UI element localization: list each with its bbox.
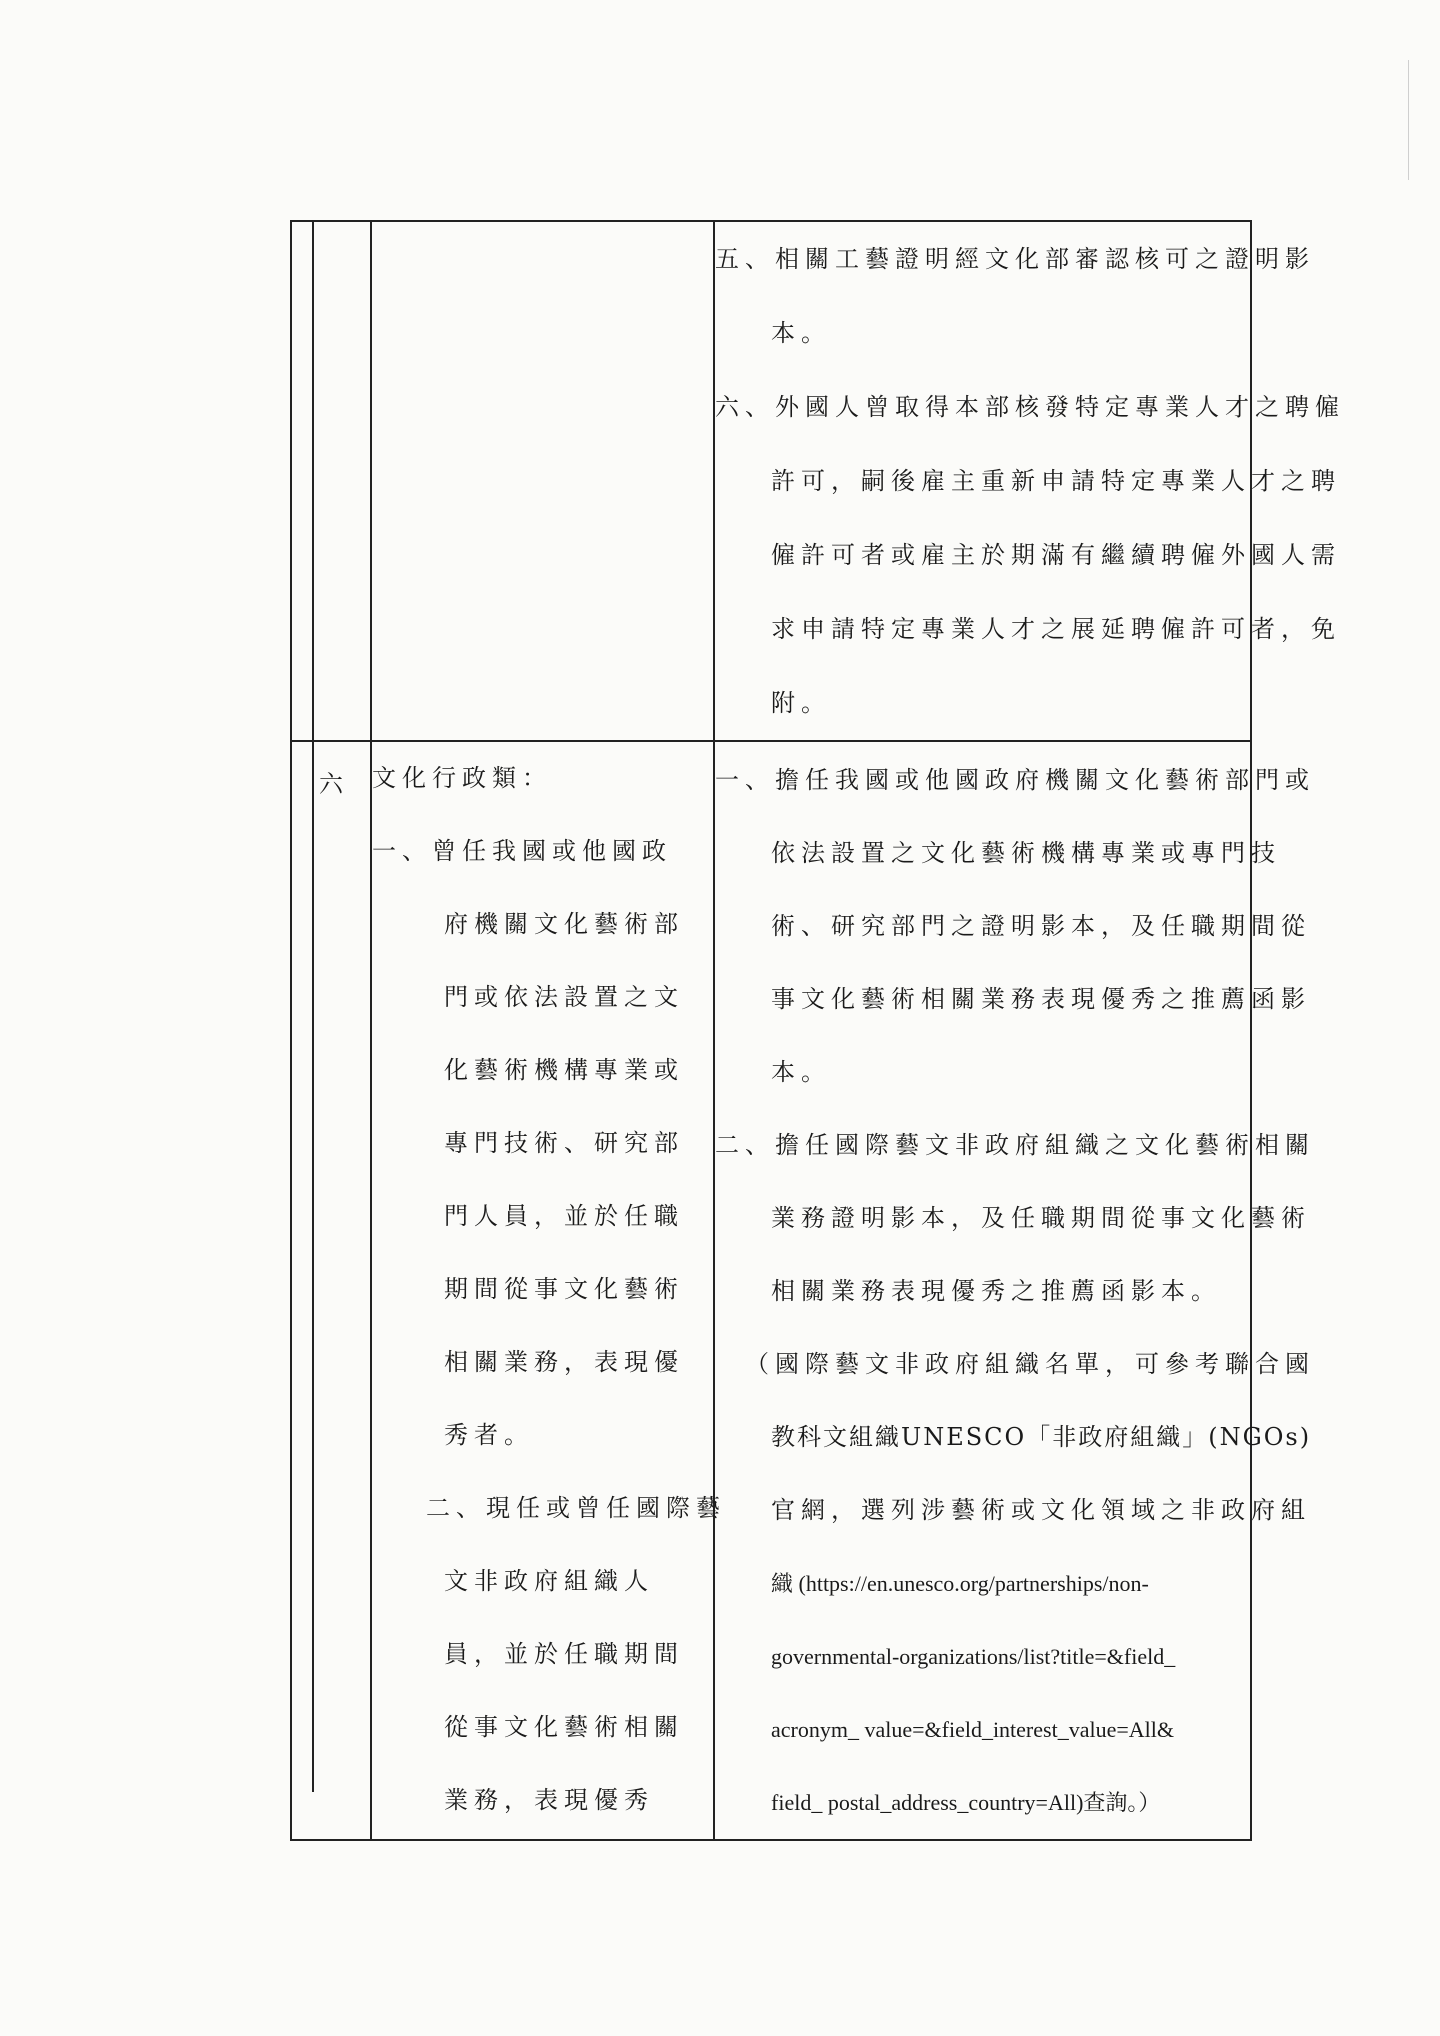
category-line: 門人員，並於任職: [444, 1202, 684, 1230]
category-cell: [371, 741, 726, 1840]
note-line: （國際藝文非政府組織名單，可參考聯合國: [745, 1350, 1315, 1378]
table-row: [291, 741, 1251, 1840]
category-line: 門或依法設置之文: [444, 983, 684, 1011]
document-line: 一、擔任我國或他國政府機關文化藝術部門或: [715, 766, 1315, 794]
document-line: 附。: [771, 689, 831, 717]
category-line: 文非政府組織人: [444, 1567, 654, 1595]
category-line: 專門技術、研究部: [444, 1129, 684, 1157]
document-item-5: [715, 222, 1315, 370]
document-line: 六、外國人曾取得本部核發特定專業人才之聘僱: [715, 393, 1345, 421]
criteria-table: [290, 220, 1345, 1841]
category-item-1: [372, 815, 713, 1472]
note-url-line: 織 (https://en.unesco.org/partnerships/non-: [771, 1571, 1149, 1596]
category-line: 業務，表現優秀: [444, 1786, 654, 1814]
category-item-2: [372, 1472, 726, 1837]
note-url-line: governmental-organizations/list?title=&field_: [771, 1644, 1176, 1669]
table-row: [291, 221, 1251, 741]
document-line: 相關業務表現優秀之推薦函影本。: [771, 1277, 1221, 1305]
document-line: 業務證明影本，及任職期間從事文化藝術: [771, 1204, 1311, 1232]
document-line: 許可，嗣後雇主重新申請特定專業人才之聘: [771, 467, 1341, 495]
category-line: 二、現任或曾任國際藝: [426, 1494, 726, 1522]
document-line: 術、研究部門之證明影本，及任職期間從: [771, 912, 1311, 940]
note-url-line: field_ postal_address_country=All)查詢。）: [771, 1790, 1161, 1815]
document-line: 五、相關工藝證明經文化部審認核可之證明影: [715, 245, 1315, 273]
document-line: 求申請特定專業人才之展延聘僱許可者，免: [771, 615, 1341, 643]
category-line: 期間從事文化藝術: [444, 1275, 684, 1303]
document-line: 僱許可者或雇主於期滿有繼續聘僱外國人需: [771, 541, 1341, 569]
row-number: 六: [319, 770, 349, 798]
category-line: 秀者。: [444, 1421, 534, 1449]
category-line: 相關業務，表現優: [444, 1348, 684, 1376]
category-line: 從事文化藝術相關: [444, 1713, 684, 1741]
note-url-line: acronym_ value=&field_interest_value=All&: [771, 1717, 1174, 1742]
row-number-cell: [291, 741, 371, 1840]
category-line: 一、曾任我國或他國政: [372, 837, 672, 865]
required-documents-cell: [714, 221, 1345, 741]
note-line: 教科文組織UNESCO「非政府組織」(NGOs): [771, 1423, 1312, 1451]
required-documents-cell: [714, 741, 1315, 1840]
document-line: 依法設置之文化藝術機構專業或專門技: [771, 839, 1281, 867]
note-line: 官網，選列涉藝術或文化領域之非政府組: [771, 1496, 1311, 1524]
inner-column-rule: [312, 220, 314, 1792]
category-line: 府機關文化藝術部: [444, 910, 684, 938]
document-line: 二、擔任國際藝文非政府組織之文化藝術相關: [715, 1131, 1315, 1159]
category-heading: 文化行政類：: [372, 764, 552, 792]
category-line: 員，並於任職期間: [444, 1640, 684, 1668]
document-line: 本。: [771, 1058, 831, 1086]
category-line: 化藝術機構專業或: [444, 1056, 684, 1084]
document-line: 事文化藝術相關業務表現優秀之推薦函影: [771, 985, 1311, 1013]
category-cell: [371, 221, 714, 741]
document-line: 本。: [771, 319, 831, 347]
ngo-list-note: [715, 1328, 1315, 1839]
document-item-2: [715, 1109, 1315, 1328]
row-number-cell: [291, 221, 371, 741]
document-item-6: [715, 370, 1345, 740]
scan-edge-mark: [1408, 60, 1409, 180]
document-item-1: [715, 744, 1315, 1109]
